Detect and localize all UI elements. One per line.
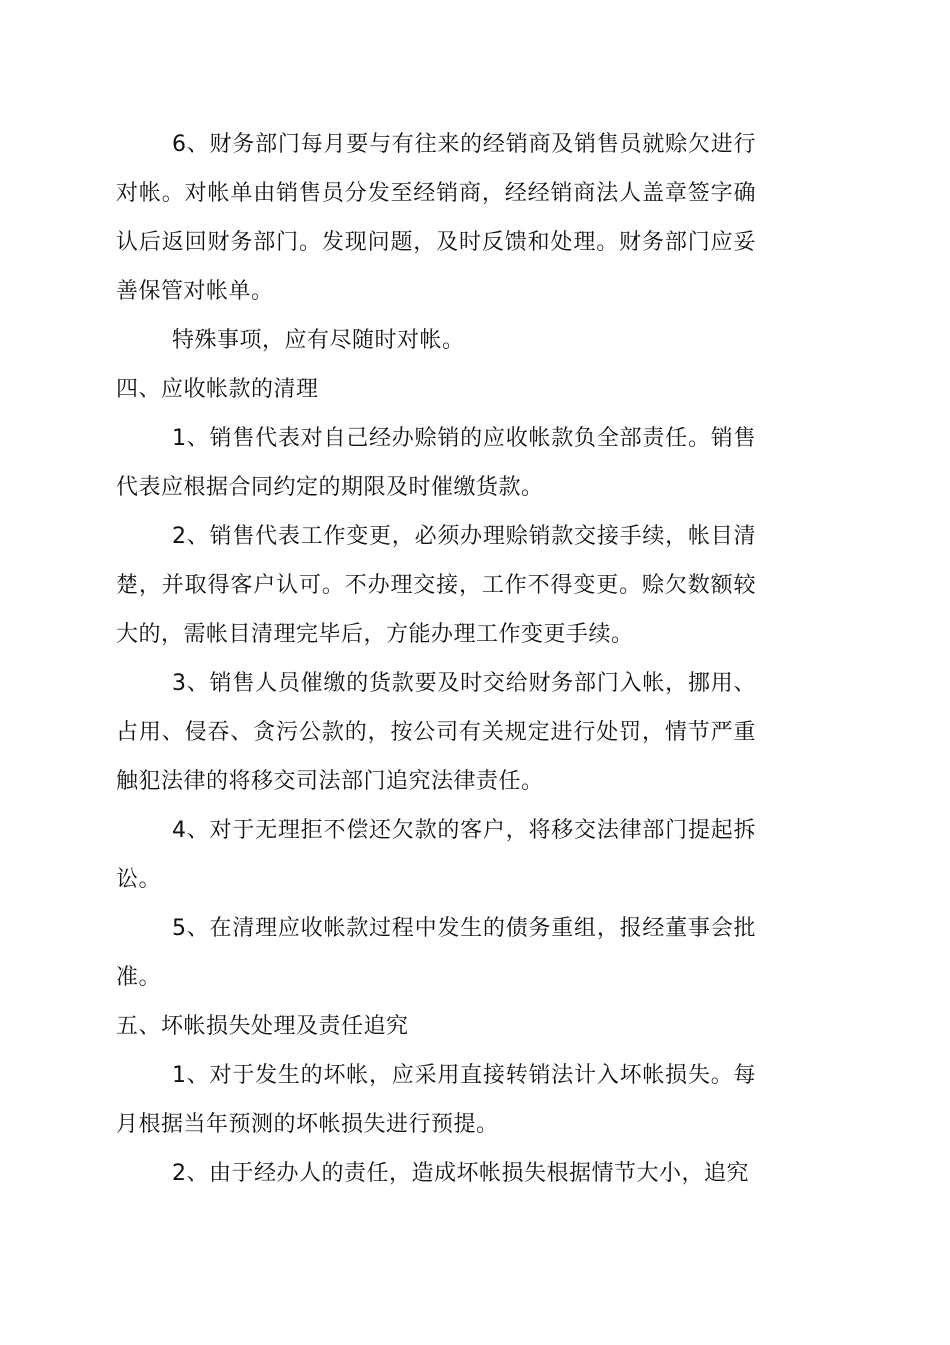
paragraph-4-5: 5、在清理应收帐款过程中发生的债务重组，报经董事会批准。 <box>116 916 756 990</box>
paragraph-5-2: 2、由于经办人的责任，造成坏帐损失根据情节大小，追究 <box>172 1161 749 1186</box>
paragraph-special-matters: 特殊事项，应有尽随时对帐。 <box>172 328 465 353</box>
paragraph-4-3: 3、销售人员催缴的货款要及时交给财务部门入帐，挪用、占用、侵吞、贪污公款的，按公司有关规定进行处罚，情节严重触犯法律的将移交司法部门追究法律责任。 <box>116 671 756 794</box>
section-heading-4: 四、应收帐款的清理 <box>116 377 319 402</box>
section-heading-5: 五、坏帐损失处理及责任追究 <box>116 1014 409 1039</box>
document-body <box>116 120 756 1198</box>
paragraph-4-2: 2、销售代表工作变更，必须办理赊销款交接手续，帐目清楚，并取得客户认可。不办理交接，工作不得变更。赊欠数额较大的，需帐目清理完毕后，方能办理工作变更手续。 <box>116 524 756 647</box>
paragraph-5-1: 1、对于发生的坏帐，应采用直接转销法计入坏帐损失。每月根据当年预测的坏帐损失进行预提。 <box>116 1063 756 1137</box>
paragraph-4-1: 1、销售代表对自己经办赊销的应收帐款负全部责任。销售代表应根据合同约定的期限及时催缴货款。 <box>116 426 756 500</box>
paragraph-6-reconciliation: 6、财务部门每月要与有往来的经销商及销售员就赊欠进行对帐。对帐单由销售员分发至经销商，经经销商法人盖章签字确认后返回财务部门。发现问题，及时反馈和处理。财务部门应妥善保管对帐单。 <box>116 132 756 304</box>
paragraph-4-4: 4、对于无理拒不偿还欠款的客户，将移交法律部门提起拆讼。 <box>116 818 756 892</box>
